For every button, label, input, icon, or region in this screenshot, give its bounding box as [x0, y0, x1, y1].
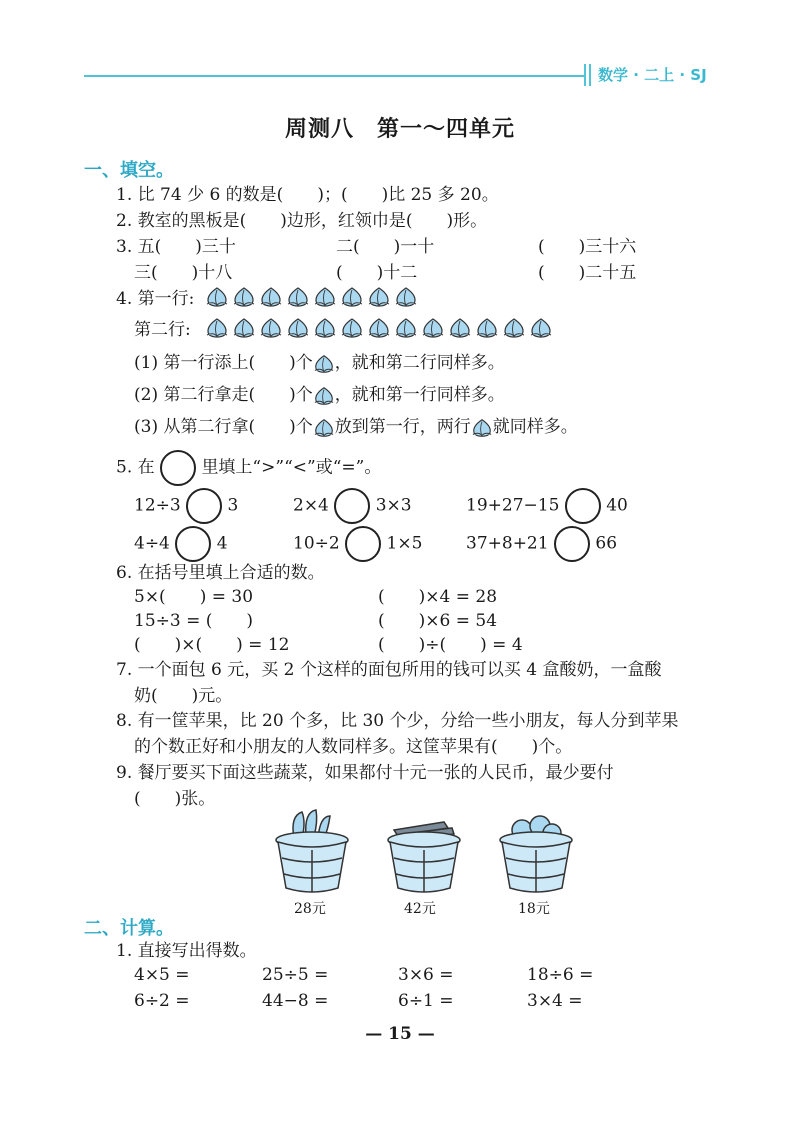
q5-item: 2×4 3×3	[293, 488, 412, 524]
basket-image	[384, 806, 464, 896]
question-5: 5. 在 里填上“>”“<”或“=”。	[116, 450, 381, 486]
peach-icon	[259, 317, 283, 339]
q4-sub2: (2) 第二行拿走( )个 ，就和第一行同样多。	[134, 385, 505, 405]
basket-image	[272, 806, 352, 896]
q5-item: 10÷2 1×5	[293, 526, 422, 562]
compare-circle[interactable]	[554, 526, 590, 562]
question-3-item: ( )十二	[336, 263, 418, 283]
calc-item: 4×5 =	[134, 965, 190, 985]
peach-icon	[313, 385, 335, 407]
header-divider	[589, 64, 591, 86]
q6-item: 5×( ) = 30	[134, 587, 254, 607]
peach-icon	[313, 317, 337, 339]
section-heading-calc: 二、计算。	[84, 918, 174, 939]
calc-item: 6÷1 =	[398, 991, 454, 1011]
header-tag: 数学 · 二上 · SJ	[598, 66, 707, 84]
question-3-item: ( )三十六	[538, 237, 637, 257]
peach-icon	[232, 317, 256, 339]
calc-title: 1. 直接写出得数。	[116, 941, 257, 961]
q6-item: ( )×4 = 28	[378, 587, 498, 607]
question-3-item: 三( )十八	[134, 263, 233, 283]
peach-icon	[367, 286, 391, 308]
page-number: — 15 —	[365, 1024, 435, 1044]
calc-item: 3×4 =	[527, 991, 583, 1011]
question-9-cont: ( )张。	[134, 789, 216, 809]
peach-icon	[259, 286, 283, 308]
q6-item: ( )×( ) = 12	[134, 635, 290, 655]
section-heading-fill: 一、填空。	[84, 160, 174, 181]
peach-icon	[448, 317, 472, 339]
calc-item: 6÷2 =	[134, 991, 190, 1011]
question-3-item: 二( )一十	[336, 237, 435, 257]
question-6: 6. 在括号里填上合适的数。	[116, 563, 325, 583]
q5-item: 4÷4 4	[134, 526, 228, 562]
peach-icon	[205, 286, 229, 308]
q5-item: 37+8+21 66	[466, 526, 617, 562]
compare-circle[interactable]	[334, 488, 370, 524]
peach-icon	[367, 317, 391, 339]
q4-row1-peaches	[205, 286, 421, 308]
q6-item: ( )×6 = 54	[378, 611, 498, 631]
peach-icon	[205, 317, 229, 339]
peach-icon	[471, 417, 493, 439]
basket-price: 18元	[518, 901, 550, 917]
compare-circle[interactable]	[565, 488, 601, 524]
compare-circle[interactable]	[186, 488, 222, 524]
peach-icon	[313, 417, 335, 439]
peach-icon	[232, 286, 256, 308]
calc-item: 18÷6 =	[527, 965, 594, 985]
compare-circle[interactable]	[345, 526, 381, 562]
peach-icon	[394, 286, 418, 308]
compare-circle[interactable]	[160, 450, 196, 486]
calc-item: 25÷5 =	[262, 965, 329, 985]
peach-icon	[394, 317, 418, 339]
header-divider	[584, 64, 586, 86]
q4-row1-label: 4. 第一行:	[116, 289, 195, 309]
q4-sub1: (1) 第一行添上( )个 ，就和第二行同样多。	[134, 353, 505, 373]
question-3-item: 3. 五( )三十	[116, 237, 236, 257]
basket-image	[496, 806, 576, 896]
peach-icon	[475, 317, 499, 339]
q4-sub3: (3) 从第二行拿( )个 放到第一行，两行 就同样多。	[134, 417, 578, 437]
question-2: 2. 教室的黑板是( )边形，红领巾是( )形。	[116, 211, 488, 231]
q4-row2-label: 第二行:	[134, 320, 191, 340]
question-8: 8. 有一筐苹果，比 20 个多，比 30 个少，分给一些小朋友，每人分到苹果	[116, 711, 679, 731]
question-7: 7. 一个面包 6 元，买 2 个这样的面包所用的钱可以买 4 盒酸奶，一盒酸	[116, 660, 662, 680]
question-8-cont: 的个数正好和小朋友的人数同样多。这筐苹果有( )个。	[134, 737, 573, 757]
peach-icon	[286, 317, 310, 339]
header-rule	[84, 75, 584, 77]
peach-icon	[313, 286, 337, 308]
peach-icon	[421, 317, 445, 339]
peach-icon	[340, 286, 364, 308]
q6-item: ( )÷( ) = 4	[378, 635, 523, 655]
basket-price: 28元	[294, 901, 326, 917]
peach-icon	[286, 286, 310, 308]
question-1: 1. 比 74 少 6 的数是( )；( )比 25 多 20。	[116, 185, 499, 205]
page-title: 周测八 第一～四单元	[284, 116, 515, 142]
q6-item: 15÷3 = ( )	[134, 611, 254, 631]
peach-icon	[502, 317, 526, 339]
question-3-item: ( )二十五	[538, 263, 637, 283]
peach-icon	[340, 317, 364, 339]
peach-icon	[529, 317, 553, 339]
q5-item: 12÷3 3	[134, 488, 238, 524]
peach-icon	[313, 353, 335, 375]
q5-item: 19+27−15 40	[466, 488, 628, 524]
calc-item: 44−8 =	[262, 991, 329, 1011]
question-7-cont: 奶( )元。	[134, 686, 233, 706]
basket-price: 42元	[404, 901, 436, 917]
q4-row2-peaches	[205, 317, 556, 339]
calc-item: 3×6 =	[398, 965, 454, 985]
compare-circle[interactable]	[175, 526, 211, 562]
question-9: 9. 餐厅要买下面这些蔬菜，如果都付十元一张的人民币，最少要付	[116, 763, 614, 783]
